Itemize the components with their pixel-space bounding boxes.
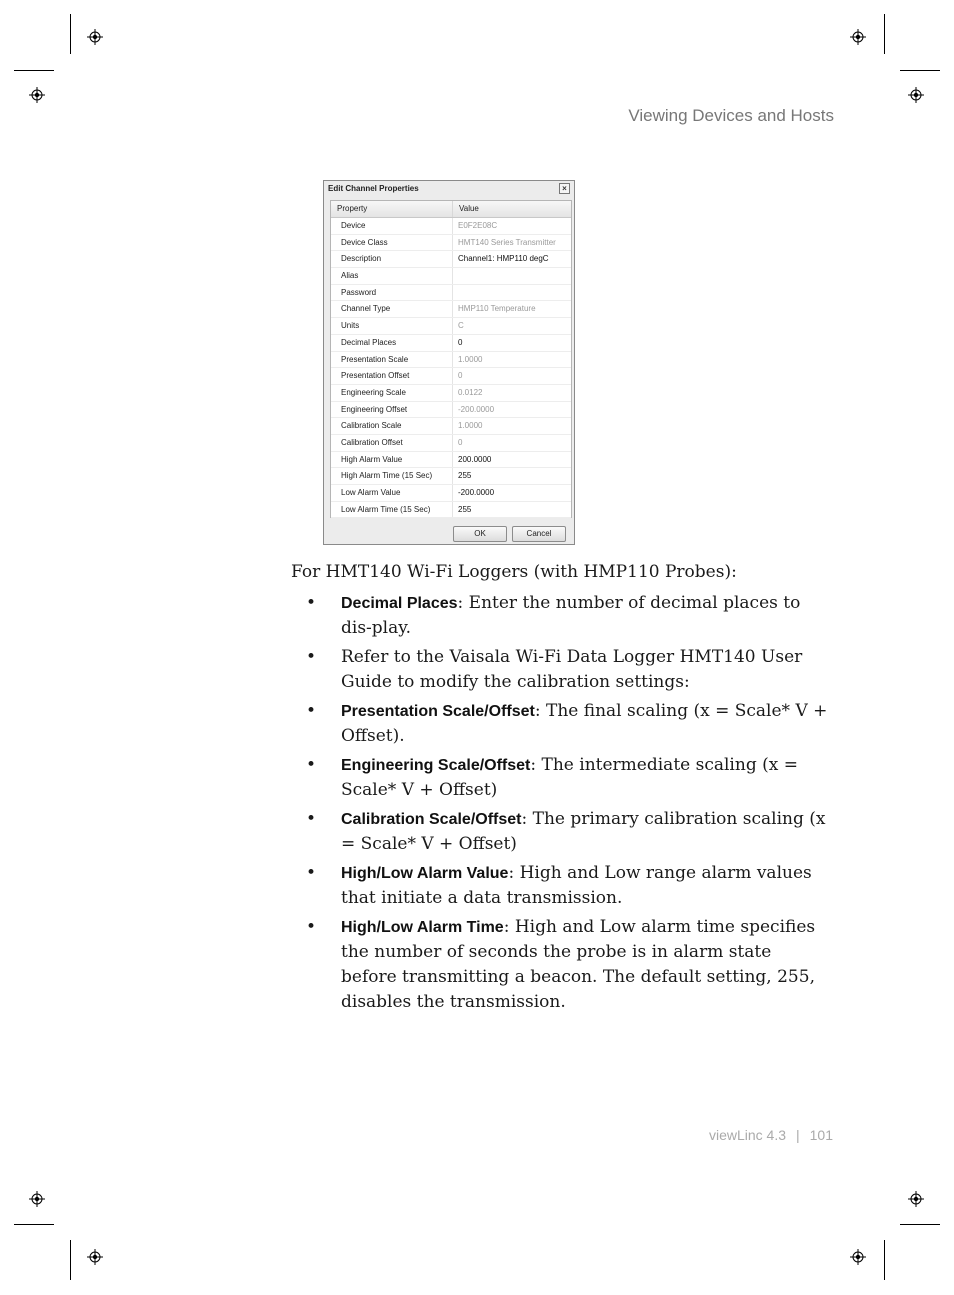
bullet-list [291,591,831,1019]
bullet-item [291,645,831,695]
property-value[interactable]: 0 [458,337,463,347]
registration-mark-icon [87,29,103,45]
cancel-button[interactable]: Cancel [512,526,566,542]
dialog-title: Edit Channel Properties [328,184,419,193]
crop-mark [14,70,54,71]
property-name: Device [331,218,453,234]
bullet-text: : High and Low range alarm values that initiate a data transmission. [341,863,812,908]
property-name: Decimal Places [331,335,453,351]
crop-mark [884,14,885,54]
property-value: 0 [458,437,463,447]
property-value[interactable]: 255 [458,471,472,481]
crop-mark [900,70,940,71]
property-value: 0.0122 [458,387,483,397]
bullet-icon: • [306,809,317,829]
bullet-icon: • [306,863,317,883]
bullet-term: Decimal Places [341,595,458,612]
property-name: Engineering Scale [331,385,453,401]
property-value: -200.0000 [458,404,495,414]
property-value[interactable] [453,285,571,301]
grid-row[interactable] [331,268,571,285]
grid-row[interactable] [331,251,571,268]
registration-mark-icon [850,29,866,45]
bullet-item [291,753,831,803]
grid-row[interactable] [331,368,571,385]
grid-row[interactable] [331,218,571,235]
bullet-text: : High and Low alarm time specifies the number of seconds the probe is in alarm state before transmitting a beacon. The default setting, 255, disables the transmission. [341,917,816,1012]
property-value: 1.0000 [458,354,483,364]
bullet-term: Presentation Scale/Offset [341,703,535,720]
bullet-item [291,591,831,641]
bullet-term: High/Low Alarm Value [341,865,509,882]
footer-separator: | [796,1127,800,1143]
property-value[interactable] [453,268,571,284]
property-name: Channel Type [331,301,453,317]
grid-row[interactable] [331,352,571,369]
registration-mark-icon [850,1249,866,1265]
bullet-item [291,699,831,749]
grid-row[interactable] [331,385,571,402]
ok-button[interactable]: OK [453,526,507,542]
property-name: Description [331,251,453,267]
property-name: Presentation Offset [331,368,453,384]
property-value: 1.0000 [458,421,483,431]
property-value: 0 [458,371,463,381]
bullet-term: High/Low Alarm Time [341,919,504,936]
property-name: Calibration Offset [331,435,453,451]
bullet-text: : The primary calibration scaling (x = Scale* V + Offset) [341,809,826,854]
close-icon[interactable]: × [559,183,570,194]
property-name: Calibration Scale [331,418,453,434]
crop-mark [70,14,71,54]
property-value: C [458,321,464,331]
bullet-term: Engineering Scale/Offset [341,757,531,774]
property-value: HMT140 Series Transmitter [458,237,556,247]
grid-header [331,201,571,218]
property-name: Presentation Scale [331,352,453,368]
grid-row[interactable] [331,318,571,335]
property-name: High Alarm Value [331,452,453,468]
bullet-text: : Enter the number of decimal places to dis-play. [341,593,801,638]
edit-channel-properties-dialog [323,180,575,545]
property-name: Engineering Offset [331,402,453,418]
grid-row[interactable] [331,485,571,502]
property-name: Device Class [331,235,453,251]
grid-row[interactable] [331,452,571,469]
column-header-value[interactable]: Value [459,204,479,213]
grid-row[interactable] [331,435,571,452]
bullet-term: Calibration Scale/Offset [341,811,522,828]
property-value[interactable]: -200.0000 [458,488,495,497]
property-value[interactable]: 200.0000 [458,454,492,464]
grid-row[interactable] [331,468,571,485]
bullet-item [291,915,831,1015]
property-value: E0F2E08C [458,221,498,230]
bullet-icon: • [306,917,317,937]
dialog-title-bar [324,181,574,196]
bullet-item [291,807,831,857]
grid-row[interactable] [331,235,571,252]
grid-row[interactable] [331,335,571,352]
grid-row[interactable] [331,285,571,302]
registration-mark-icon [908,87,924,103]
property-name: Low Alarm Value [331,485,453,501]
crop-mark [70,1240,71,1280]
bullet-text: Refer to the Vaisala Wi-Fi Data Logger HMT140 User Guide to modify the calibration settings: [341,647,803,692]
crop-mark [14,1224,54,1225]
grid-row[interactable] [331,301,571,318]
property-name: Password [331,285,453,301]
property-value[interactable]: Channel1: HMP110 degC [458,254,549,264]
grid-row[interactable] [331,502,571,519]
bullet-icon: • [306,593,317,613]
footer-product: viewLinc 4.3 [708,1127,786,1143]
page-number: 101 [809,1127,833,1143]
registration-mark-icon [29,87,45,103]
bullet-text: : The intermediate scaling (x = Scale* V + Offset) [341,755,798,800]
property-name: Alias [331,268,453,284]
property-grid [330,200,572,518]
running-header: Viewing Devices and Hosts [628,106,834,125]
grid-row[interactable] [331,402,571,419]
bullet-icon: • [306,701,317,721]
crop-mark [900,1224,940,1225]
crop-mark [884,1240,885,1280]
bullet-text: : The final scaling (x = Scale* V + Offset). [341,701,828,746]
property-name: Units [331,318,453,334]
registration-mark-icon [908,1191,924,1207]
bullet-icon: • [306,647,317,667]
property-value: HMP110 Temperature [458,304,536,314]
property-name: Low Alarm Time (15 Sec) [331,502,453,518]
registration-mark-icon [87,1249,103,1265]
property-name: High Alarm Time (15 Sec) [331,468,453,484]
bullet-item [291,861,831,911]
registration-mark-icon [29,1191,45,1207]
bullet-icon: • [306,755,317,775]
intro-paragraph: For HMT140 Wi-Fi Loggers (with HMP110 Probes): [291,562,737,582]
property-value[interactable]: 255 [458,504,472,514]
column-header-property[interactable]: Property [331,201,453,217]
page-footer [709,1127,833,1143]
grid-body [331,218,571,518]
grid-row[interactable] [331,418,571,435]
